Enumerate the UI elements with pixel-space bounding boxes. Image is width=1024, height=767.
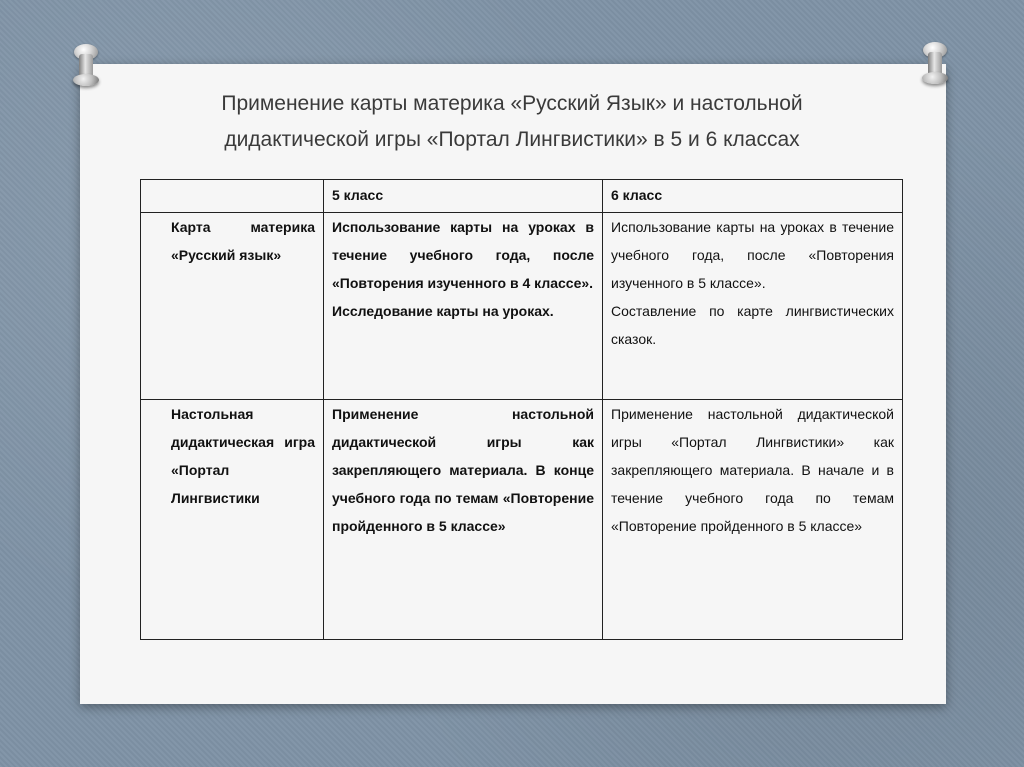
pushpin-left-icon xyxy=(71,44,101,90)
pushpin-right-icon xyxy=(920,42,950,88)
cell-paragraph: Исследование карты на уроках. xyxy=(332,303,554,319)
table-row xyxy=(141,213,903,400)
header-grade-5: 5 класс xyxy=(324,180,603,213)
comparison-table xyxy=(140,179,903,640)
cell-paragraph: Использование карты на уроках в течение учебного года, после «Повторения изученного в 5 классе». xyxy=(611,219,894,291)
row-label xyxy=(141,400,324,640)
header-grade-6: 6 класс xyxy=(603,180,903,213)
cell-grade-5 xyxy=(324,213,603,400)
cell-paragraph: Применение настольной дидактической игры «Портал Лингвистики» как закрепляющего материала. В начале и в течение учебного года по темам «Повторение пройденного в 5 классе» xyxy=(611,406,894,534)
cell-paragraph: Применение настольной дидактической игры как закрепляющего материала. В конце учебного года по темам «Повторение пройденного в 5 классе» xyxy=(332,406,594,534)
cell-paragraph: Использование карты на уроках в течение учебного года, после «Повторения изученного в 4 классе». xyxy=(332,219,594,291)
row-label-text: Карта материка «Русский язык» xyxy=(171,219,315,263)
row-label-text: Настольная дидактическая игра «Портал Лингвистики xyxy=(171,406,315,506)
cell-grade-6 xyxy=(603,213,903,400)
cell-grade-5 xyxy=(324,400,603,640)
row-label xyxy=(141,213,324,400)
table-row xyxy=(141,400,903,640)
title-line-2: дидактической игры «Портал Лингвистики» в 5 и 6 классах xyxy=(224,128,800,151)
cell-grade-6 xyxy=(603,400,903,640)
table-header-row xyxy=(141,180,903,213)
header-empty xyxy=(141,180,324,213)
slide-title xyxy=(0,86,1024,158)
title-line-1: Применение карты материка «Русский Язык» и настольной xyxy=(221,92,803,115)
cell-paragraph: Составление по карте лингвистических сказок. xyxy=(611,303,894,347)
